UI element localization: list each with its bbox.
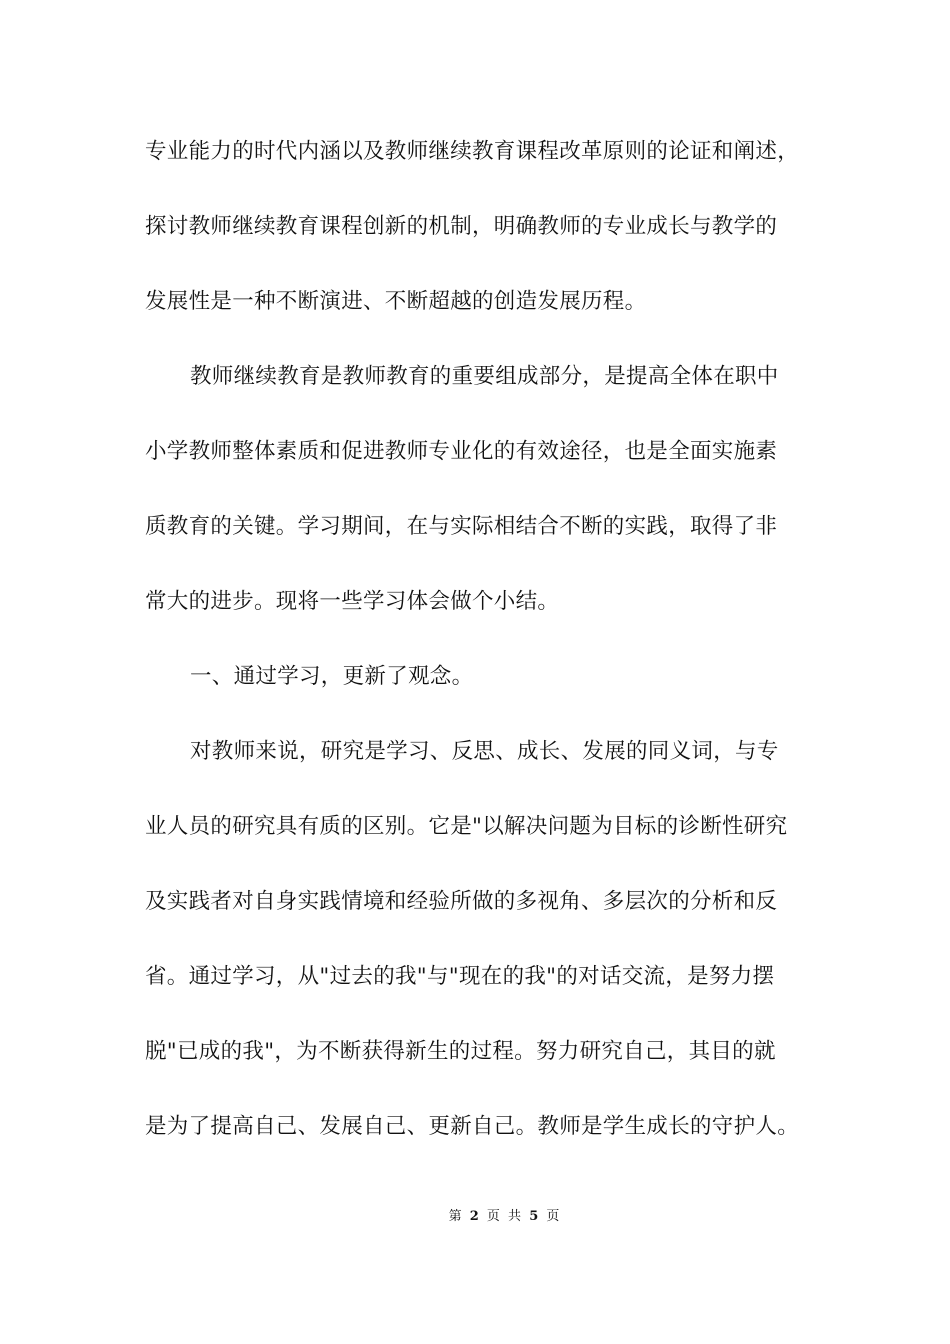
footer-suffix: 页	[546, 1209, 562, 1224]
current-page-number: 2	[469, 1209, 481, 1224]
section-heading: 一、通过学习，更新了观念。	[190, 664, 474, 689]
text-line: 业人员的研究具有质的区别。它是"以解决问题为目标的诊断性研究	[145, 814, 788, 839]
text-line: 脱"已成的我"，为不断获得新生的过程。努力研究自己，其目的就	[145, 1039, 776, 1064]
text-line: 发展性是一种不断演进、不断超越的创造发展历程。	[145, 289, 647, 314]
text-line: 小学教师整体素质和促进教师专业化的有效途径，也是全面实施素	[145, 439, 778, 464]
total-pages-number: 5	[529, 1209, 541, 1224]
text-line: 常大的进步。现将一些学习体会做个小结。	[145, 589, 560, 614]
footer-middle: 页 共	[486, 1209, 524, 1224]
footer-prefix: 第	[448, 1209, 464, 1224]
text-line: 探讨教师继续教育课程创新的机制，明确教师的专业成长与教学的	[145, 214, 778, 239]
text-line: 是为了提高自己、发展自己、更新自己。教师是学生成长的守护人。	[145, 1114, 800, 1139]
page-footer	[0, 1208, 950, 1226]
paragraph-first-line: 对教师来说，研究是学习、反思、成长、发展的同义词，与专	[190, 739, 779, 764]
text-line: 及实践者对自身实践情境和经验所做的多视角、多层次的分析和反	[145, 889, 778, 914]
text-line: 专业能力的时代内涵以及教师继续教育课程改革原则的论证和阐述，	[145, 139, 800, 164]
paragraph-first-line: 教师继续教育是教师教育的重要组成部分，是提高全体在职中	[190, 364, 779, 389]
text-line: 质教育的关键。学习期间，在与实际相结合不断的实践，取得了非	[145, 514, 778, 539]
text-line: 省。通过学习，从"过去的我"与"现在的我"的对话交流，是努力摆	[145, 964, 775, 989]
